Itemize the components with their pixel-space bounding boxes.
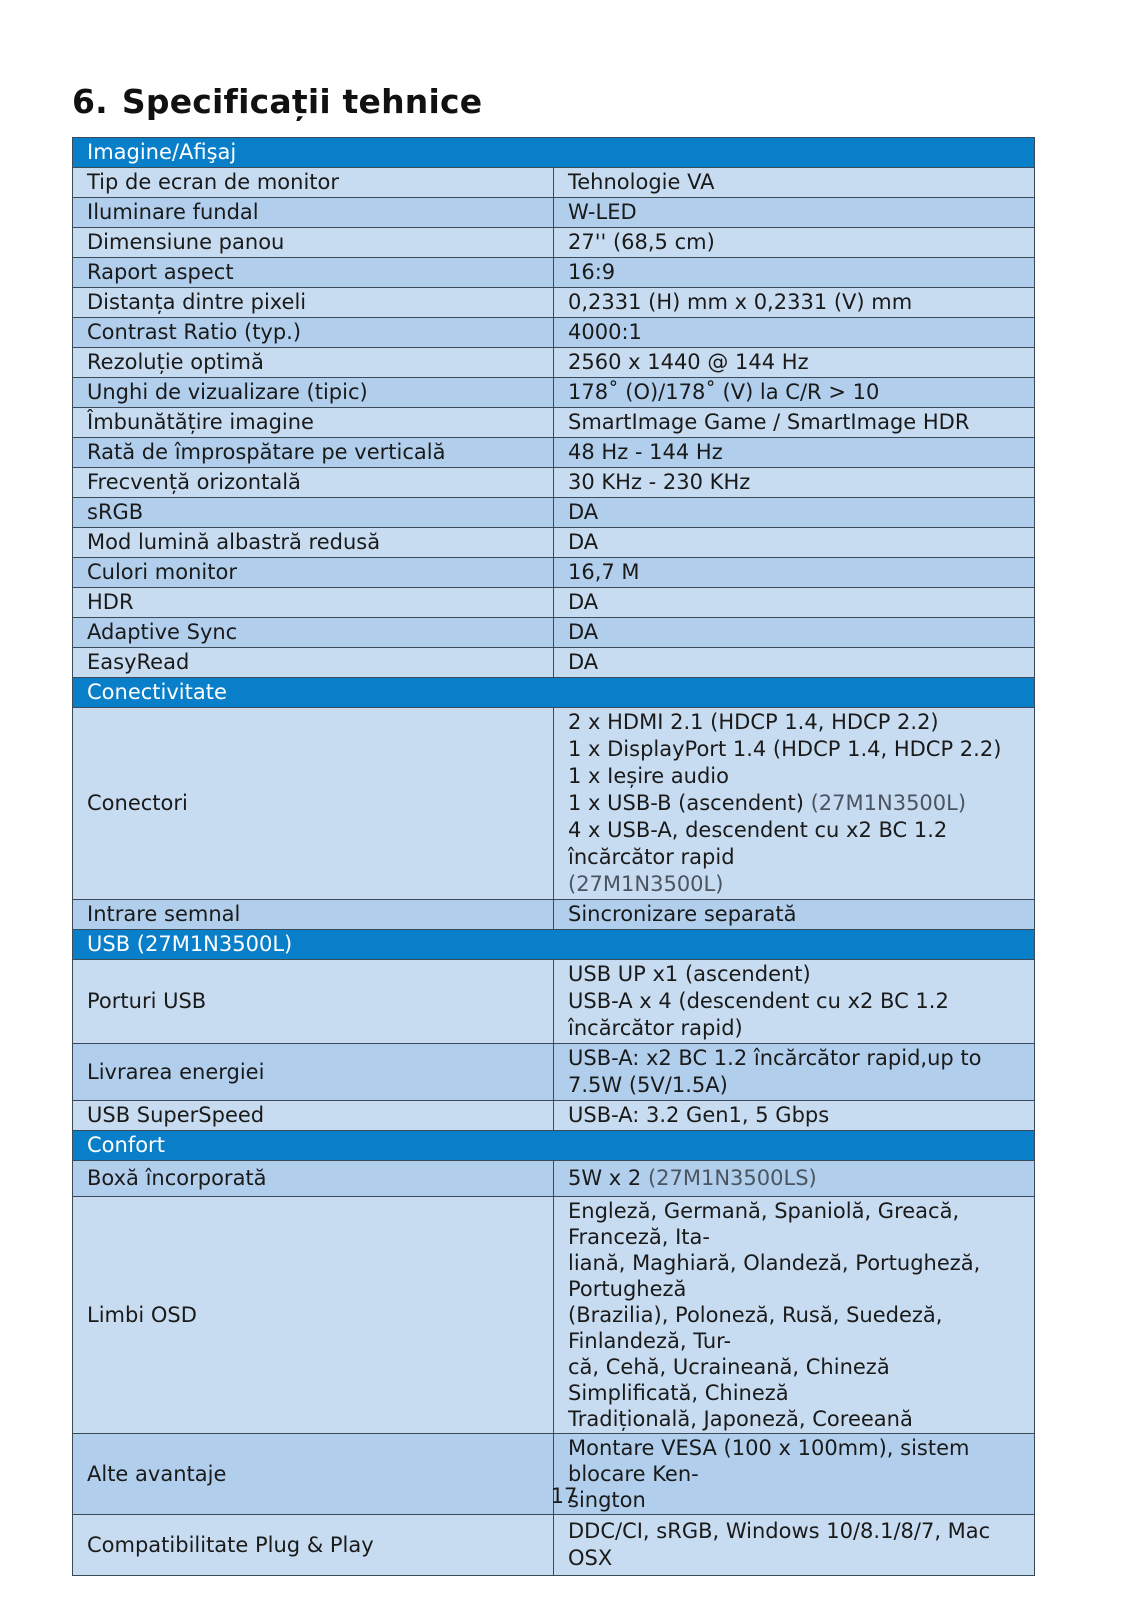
spec-label: Alte avantaje xyxy=(73,1434,554,1515)
spec-label: Rată de împrospătare pe verticală xyxy=(73,438,554,468)
table-row xyxy=(73,438,1035,468)
spec-value: USB-A: 3.2 Gen1, 5 Gbps xyxy=(554,1101,1035,1131)
section-header-comfort xyxy=(73,1131,1035,1161)
table-row xyxy=(73,378,1035,408)
section-title: Conectivitate xyxy=(73,678,1035,708)
spec-value: 178˚ (O)/178˚ (V) la C/R > 10 xyxy=(554,378,1035,408)
table-row xyxy=(73,618,1035,648)
spec-label: Porturi USB xyxy=(73,960,554,1044)
spec-value: 16,7 M xyxy=(554,558,1035,588)
spec-label: Unghi de vizualizare (tipic) xyxy=(73,378,554,408)
section-title: Confort xyxy=(73,1131,1035,1161)
spec-label: Contrast Ratio (typ.) xyxy=(73,318,554,348)
spec-label: sRGB xyxy=(73,498,554,528)
value-line: liană, Maghiară, Olandeză, Portugheză, Portugheză xyxy=(568,1251,981,1301)
table-row xyxy=(73,468,1035,498)
section-title: USB (27M1N3500L) xyxy=(73,930,1035,960)
value-line: Montare VESA (100 x 100mm), sistem blocare Ken- xyxy=(568,1436,970,1486)
spec-value: DA xyxy=(554,648,1035,678)
value-line: că, Cehă, Ucraineană, Chineză Simplificată, Chineză xyxy=(568,1355,890,1405)
spec-value: USB-A: x2 BC 1.2 încărcător rapid,up to 7.5W (5V/1.5A) xyxy=(554,1044,1035,1101)
spec-value: SmartImage Game / SmartImage HDR xyxy=(554,408,1035,438)
model-note: (27M1N3500LS) xyxy=(647,1166,817,1190)
spec-label: Limbi OSD xyxy=(73,1197,554,1434)
value-line xyxy=(568,790,1020,817)
table-row xyxy=(73,348,1035,378)
table-row xyxy=(73,1197,1035,1434)
table-row xyxy=(73,588,1035,618)
value-line: 2 x HDMI 2.1 (HDCP 1.4, HDCP 2.2) xyxy=(568,710,939,734)
table-row xyxy=(73,1161,1035,1197)
spec-label: Iluminare fundal xyxy=(73,198,554,228)
spec-label: Intrare semnal xyxy=(73,900,554,930)
spec-label: Dimensiune panou xyxy=(73,228,554,258)
spec-value xyxy=(554,960,1035,1044)
spec-value: DDC/CI, sRGB, Windows 10/8.1/8/7, Mac OSX xyxy=(554,1515,1035,1576)
page-title xyxy=(72,82,482,121)
table-row xyxy=(73,1101,1035,1131)
spec-value: DA xyxy=(554,498,1035,528)
table-row xyxy=(73,1515,1035,1576)
section-header-connectivity xyxy=(73,678,1035,708)
value-line: USB-A x 4 (descendent cu x2 BC 1.2 încărcător rapid) xyxy=(568,989,949,1040)
section-title: Specificații tehnice xyxy=(121,82,483,121)
spec-value: Tehnologie VA xyxy=(554,168,1035,198)
section-number: 6. xyxy=(72,82,108,121)
value-line: 4 x USB-A, descendent cu x2 BC 1.2 încărcător rapid xyxy=(568,818,948,869)
spec-value: W-LED xyxy=(554,198,1035,228)
spec-value: DA xyxy=(554,618,1035,648)
value-line: Tradițională, Japoneză, Coreeană xyxy=(568,1407,913,1431)
spec-table xyxy=(72,137,1035,1576)
spec-label: Culori monitor xyxy=(73,558,554,588)
spec-value: 4000:1 xyxy=(554,318,1035,348)
model-note: (27M1N3500L) xyxy=(810,791,967,815)
table-row xyxy=(73,288,1035,318)
table-row xyxy=(73,498,1035,528)
spec-value: 30 KHz - 230 KHz xyxy=(554,468,1035,498)
table-row xyxy=(73,258,1035,288)
table-row xyxy=(73,708,1035,900)
value-line: USB UP x1 (ascendent) xyxy=(568,962,811,986)
section-header-usb xyxy=(73,930,1035,960)
value-line: (27M1N3500L) xyxy=(568,872,724,896)
value-line: 1 x Ieșire audio xyxy=(568,764,729,788)
spec-value: 48 Hz - 144 Hz xyxy=(554,438,1035,468)
spec-label: Raport aspect xyxy=(73,258,554,288)
value-text: 5W x 2 xyxy=(568,1166,642,1190)
table-row xyxy=(73,528,1035,558)
spec-label: EasyRead xyxy=(73,648,554,678)
spec-value: 0,2331 (H) mm x 0,2331 (V) mm xyxy=(554,288,1035,318)
table-row xyxy=(73,900,1035,930)
table-row xyxy=(73,318,1035,348)
value-text: 1 x USB-B (ascendent) xyxy=(568,791,804,815)
table-row xyxy=(73,960,1035,1044)
spec-label: Livrarea energiei xyxy=(73,1044,554,1101)
spec-label: Conectori xyxy=(73,708,554,900)
spec-value: DA xyxy=(554,528,1035,558)
table-row xyxy=(73,168,1035,198)
spec-value: DA xyxy=(554,588,1035,618)
spec-label: Boxă încorporată xyxy=(73,1161,554,1197)
spec-label: Tip de ecran de monitor xyxy=(73,168,554,198)
spec-label: Îmbunătățire imagine xyxy=(73,408,554,438)
spec-value xyxy=(554,1161,1035,1197)
spec-label: Rezoluție optimă xyxy=(73,348,554,378)
spec-label: Distanța dintre pixeli xyxy=(73,288,554,318)
spec-value xyxy=(554,1197,1035,1434)
value-line: 1 x DisplayPort 1.4 (HDCP 1.4, HDCP 2.2) xyxy=(568,737,1002,761)
spec-label: Adaptive Sync xyxy=(73,618,554,648)
page-number: 17 xyxy=(550,1484,578,1508)
spec-value: 2560 x 1440 @ 144 Hz xyxy=(554,348,1035,378)
table-row xyxy=(73,228,1035,258)
value-line: Engleză, Germană, Spaniolă, Greacă, Franceză, Ita- xyxy=(568,1199,960,1249)
spec-label: Frecvență orizontală xyxy=(73,468,554,498)
value-line: sington xyxy=(568,1488,646,1512)
spec-value: 27'' (68,5 cm) xyxy=(554,228,1035,258)
section-header-image xyxy=(73,138,1035,168)
spec-label: USB SuperSpeed xyxy=(73,1101,554,1131)
value-line: (Brazilia), Poloneză, Rusă, Suedeză, Finlandeză, Tur- xyxy=(568,1303,943,1353)
table-row xyxy=(73,198,1035,228)
section-title: Imagine/Afişaj xyxy=(73,138,1035,168)
spec-label: Compatibilitate Plug & Play xyxy=(73,1515,554,1576)
table-row xyxy=(73,408,1035,438)
spec-label: HDR xyxy=(73,588,554,618)
spec-value: Sincronizare separată xyxy=(554,900,1035,930)
spec-value: 16:9 xyxy=(554,258,1035,288)
table-row xyxy=(73,1044,1035,1101)
spec-value xyxy=(554,708,1035,900)
table-row xyxy=(73,558,1035,588)
spec-label: Mod lumină albastră redusă xyxy=(73,528,554,558)
table-row xyxy=(73,648,1035,678)
